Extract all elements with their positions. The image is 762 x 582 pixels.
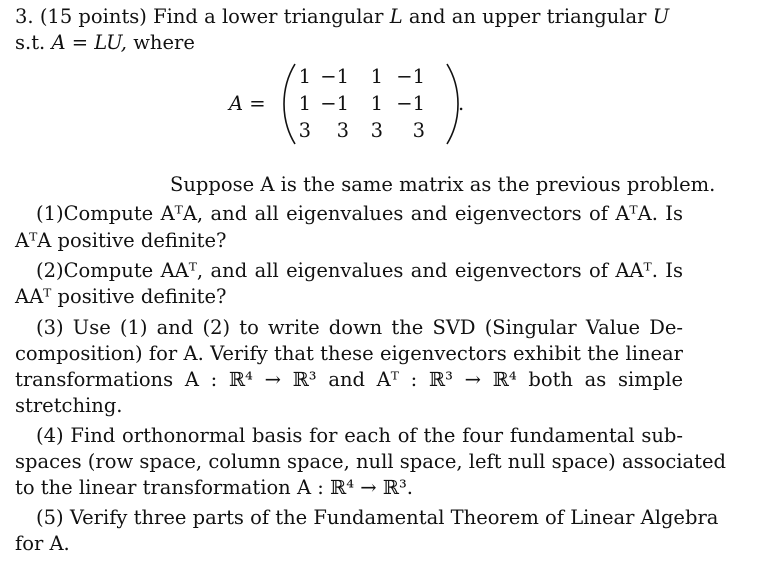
part-5-line-2: for A. bbox=[15, 532, 70, 555]
matrix-label: A = bbox=[229, 92, 266, 115]
matrix-cell: 1 bbox=[298, 65, 311, 88]
part-5-line-1: (5) Verify three parts of the Fundamental Theorem of Linear Algebra bbox=[36, 506, 719, 529]
part-1-line-2: AᵀA positive definite? bbox=[15, 229, 227, 252]
matrix-cell: −1 bbox=[396, 92, 425, 115]
problem-points: (15 points) bbox=[39, 5, 147, 28]
part-3-line-3: transformations A : ℝ⁴ → ℝ³ and Aᵀ : ℝ³ → ℝ⁴ both as simple bbox=[15, 368, 683, 391]
problem-number: 3. bbox=[15, 5, 34, 28]
part-3-line-4: stretching. bbox=[15, 394, 123, 417]
problem-equation: A = LU, bbox=[51, 31, 127, 54]
matrix-cell: 3 bbox=[412, 119, 425, 142]
part-3-line-2: composition) for A. Verify that these eigenvectors exhibit the linear bbox=[15, 342, 683, 365]
part-2-line-2: AAᵀ positive definite? bbox=[15, 285, 227, 308]
problem-st: s.t. bbox=[15, 31, 46, 54]
symbol-L: L bbox=[389, 5, 403, 28]
matrix-cell: −1 bbox=[320, 92, 349, 115]
symbol-U: U bbox=[652, 5, 670, 28]
matrix-cell: 1 bbox=[370, 92, 383, 115]
matrix-cell: 3 bbox=[298, 119, 311, 142]
part-4-line-2: spaces (row space, column space, null space, left null space) associated bbox=[15, 450, 726, 473]
part-3-line-1: (3) Use (1) and (2) to write down the SVD (Singular Value De- bbox=[36, 316, 683, 339]
intro-text: Suppose A is the same matrix as the previous problem. bbox=[170, 173, 716, 196]
matrix-cell: 3 bbox=[336, 119, 349, 142]
matrix-trailing-period: . bbox=[458, 92, 465, 115]
problem-text: Find a lower triangular bbox=[153, 5, 384, 28]
matrix-cell: 3 bbox=[370, 119, 383, 142]
matrix-cell: −1 bbox=[320, 65, 349, 88]
problem-text-and: and an upper triangular bbox=[408, 5, 647, 28]
problem-header-line-1 bbox=[15, 4, 683, 30]
matrix-cell: 1 bbox=[370, 65, 383, 88]
matrix-cell: −1 bbox=[396, 65, 425, 88]
matrix-A bbox=[283, 62, 459, 146]
problem-where: where bbox=[133, 31, 195, 54]
part-4-line-1: (4) Find orthonormal basis for each of the four fundamental sub- bbox=[36, 424, 683, 447]
part-4-line-3: to the linear transformation A : ℝ⁴ → ℝ³. bbox=[15, 476, 413, 499]
part-2-line-1: (2)Compute AAᵀ, and all eigenvalues and eigenvectors of AAᵀ. Is bbox=[36, 259, 683, 282]
problem-header-line-2 bbox=[15, 30, 683, 56]
part-1-line-1: (1)Compute AᵀA, and all eigenvalues and eigenvectors of AᵀA. Is bbox=[36, 202, 683, 225]
matrix-cell: 1 bbox=[298, 92, 311, 115]
right-paren-icon bbox=[445, 62, 459, 146]
